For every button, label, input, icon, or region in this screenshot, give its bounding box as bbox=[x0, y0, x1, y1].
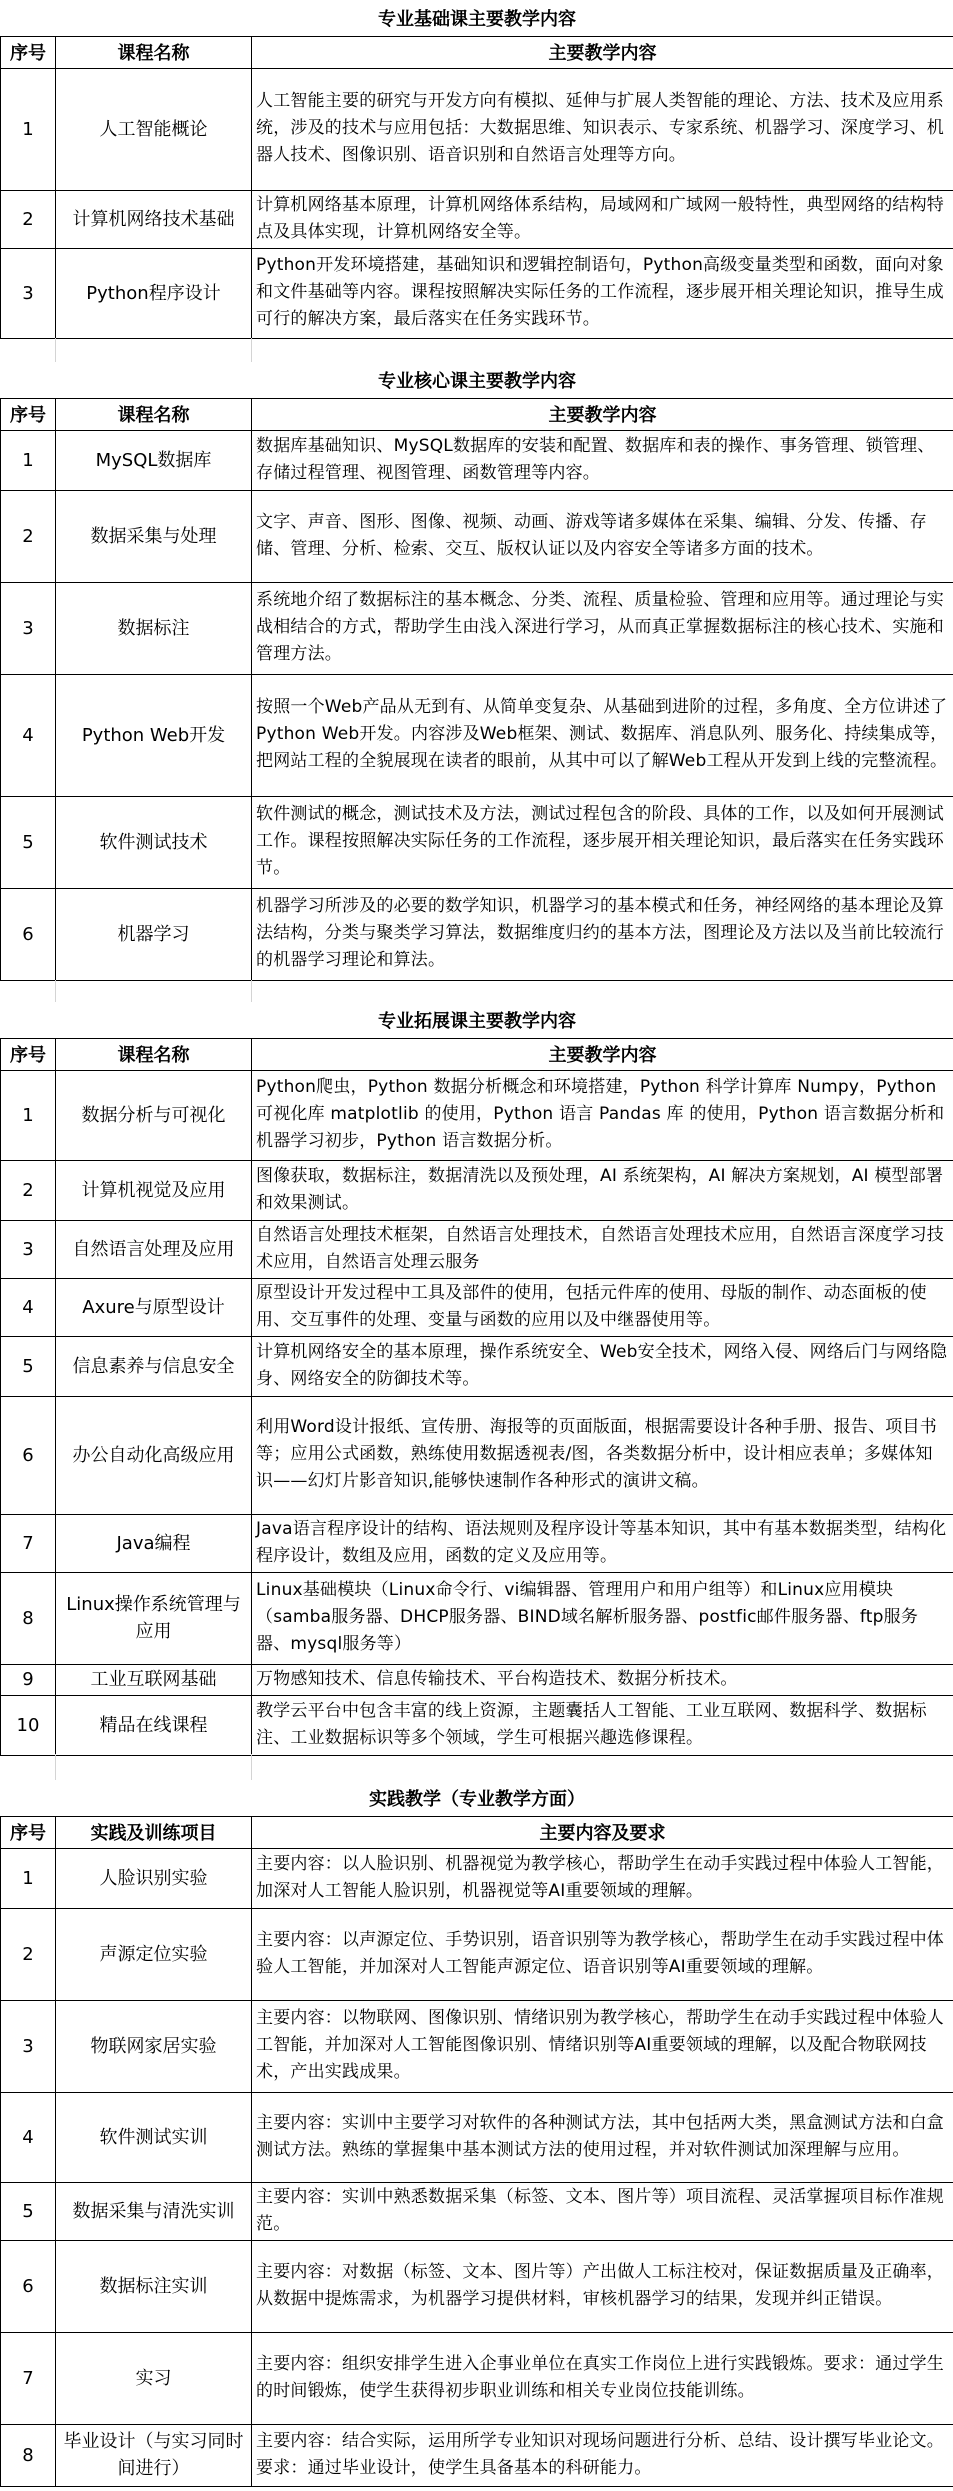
table-header-row bbox=[1, 1816, 953, 1848]
course-content: 利用Word设计报纸、宣传册、海报等的页面版面，根据需要设计各种手册、报告、项目书等；应用公式函数，熟练使用数据透视表/图，各类数据分析中，设计相应表单；多媒体知识——幻灯片影音知识,能够快速制作各种形式的演讲文稿。 bbox=[252, 1396, 953, 1514]
course-name: 工业互联网基础 bbox=[56, 1664, 252, 1695]
section-gap bbox=[0, 980, 953, 1002]
table-row bbox=[1, 1848, 953, 1908]
row-number: 5 bbox=[1, 1336, 56, 1396]
project-name: 实习 bbox=[56, 2332, 252, 2424]
row-number: 3 bbox=[1, 582, 56, 674]
project-content: 主要内容：结合实际，运用所学专业知识对现场问题进行分析、总结、设计撰写毕业论文。要求：通过毕业设计，使学生具备基本的科研能力。 bbox=[252, 2424, 953, 2486]
row-number: 2 bbox=[1, 1908, 56, 2000]
course-content: 人工智能主要的研究与开发方向有模拟、延伸与扩展人类智能的理论、方法、技术及应用系统，涉及的技术与应用包括：大数据思维、知识表示、专家系统、机器学习、深度学习、机器人技术、图像识别、语音识别和自然语言处理等方向。 bbox=[252, 68, 953, 190]
course-content: 万物感知技术、信息传输技术、平台构造技术、数据分析技术。 bbox=[252, 1664, 953, 1695]
course-name: 机器学习 bbox=[56, 888, 252, 980]
table-row bbox=[1, 2240, 953, 2332]
table-row bbox=[1, 1514, 953, 1572]
course-content: Python爬虫，Python 数据分析概念和环境搭建，Python 科学计算库 Numpy，Python 可视化库 matplotlib 的使用，Python 语言 Pandas 库 的使用，Python 语言数据分析和机器学习初步，Python 语言数据分析。 bbox=[252, 1070, 953, 1160]
course-name: Linux操作系统管理与应用 bbox=[56, 1572, 252, 1664]
table-row bbox=[1, 1695, 953, 1755]
course-name: Python程序设计 bbox=[56, 248, 252, 338]
row-number: 7 bbox=[1, 1514, 56, 1572]
course-content: Linux基础模块（Linux命令行、vi编辑器、管理用户和用户组等）和Linux应用模块（samba服务器、DHCP服务器、BIND域名解析服务器、postfic邮件服务器、ftp服务器、mysql服务等） bbox=[252, 1572, 953, 1664]
project-content: 主要内容：以物联网、图像识别、情绪识别为教学核心，帮助学生在动手实践过程中体验人工智能，并加深对人工智能图像识别、情绪识别等AI重要领域的理解，以及配合物联网技术，产出实践成果。 bbox=[252, 2000, 953, 2092]
section-title: 实践教学（专业教学方面） bbox=[1, 1780, 953, 1816]
section-title: 专业拓展课主要教学内容 bbox=[1, 1002, 953, 1038]
table-row bbox=[1, 430, 953, 490]
course-content: 机器学习所涉及的必要的数学知识，机器学习的基本模式和任务，神经网络的基本理论及算法结构，分类与聚类学习算法，数据维度归约的基本方法，图理论及方法以及当前比较流行的机器学习理论和算法。 bbox=[252, 888, 953, 980]
project-name: 人脸识别实验 bbox=[56, 1848, 252, 1908]
header-no: 序号 bbox=[1, 398, 56, 430]
header-name: 课程名称 bbox=[56, 1038, 252, 1070]
header-content: 主要教学内容 bbox=[252, 36, 953, 68]
course-name: 数据分析与可视化 bbox=[56, 1070, 252, 1160]
row-number: 2 bbox=[1, 490, 56, 582]
table-row bbox=[1, 1070, 953, 1160]
table-row bbox=[1, 1336, 953, 1396]
project-name: 数据采集与清洗实训 bbox=[56, 2182, 252, 2240]
course-name: 信息素养与信息安全 bbox=[56, 1336, 252, 1396]
row-number: 6 bbox=[1, 1396, 56, 1514]
table-row bbox=[1, 190, 953, 248]
table-row bbox=[1, 68, 953, 190]
project-content: 主要内容：以声源定位、手势识别，语音识别等为教学核心，帮助学生在动手实践过程中体验人工智能，并加深对人工智能声源定位、语音识别等AI重要领域的理解。 bbox=[252, 1908, 953, 2000]
section-gap bbox=[0, 1754, 953, 1780]
course-content: Java语言程序设计的结构、语法规则及程序设计等基本知识，其中有基本数据类型，结构化程序设计，数组及应用，函数的定义及应用等。 bbox=[252, 1514, 953, 1572]
header-name: 课程名称 bbox=[56, 398, 252, 430]
row-number: 3 bbox=[1, 2000, 56, 2092]
project-name: 声源定位实验 bbox=[56, 1908, 252, 2000]
header-no: 序号 bbox=[1, 1038, 56, 1070]
course-name: 人工智能概论 bbox=[56, 68, 252, 190]
table-row bbox=[1, 2000, 953, 2092]
course-content: 教学云平台中包含丰富的线上资源，主题囊括人工智能、工业互联网、数据科学、数据标注、工业数据标识等多个领域，学生可根据兴趣选修课程。 bbox=[252, 1695, 953, 1755]
table-header-row bbox=[1, 398, 953, 430]
table-row bbox=[1, 2182, 953, 2240]
row-number: 2 bbox=[1, 190, 56, 248]
course-name: MySQL数据库 bbox=[56, 430, 252, 490]
course-name: Python Web开发 bbox=[56, 674, 252, 796]
course-content: 原型设计开发过程中工具及部件的使用，包括元件库的使用、母版的制作、动态面板的使用、交互事件的处理、变量与函数的应用以及中继器使用等。 bbox=[252, 1278, 953, 1336]
table-row bbox=[1, 796, 953, 888]
row-number: 8 bbox=[1, 1572, 56, 1664]
course-content: 文字、声音、图形、图像、视频、动画、游戏等诸多媒体在采集、编辑、分发、传播、存储、管理、分析、检索、交互、版权认证以及内容安全等诸多方面的技术。 bbox=[252, 490, 953, 582]
project-content: 主要内容：以人脸识别、机器视觉为教学核心，帮助学生在动手实践过程中体验人工智能，加深对人工智能人脸识别，机器视觉等AI重要领域的理解。 bbox=[252, 1848, 953, 1908]
section-extension-courses bbox=[0, 1002, 953, 1756]
table-row bbox=[1, 674, 953, 796]
course-name: 数据采集与处理 bbox=[56, 490, 252, 582]
row-number: 5 bbox=[1, 2182, 56, 2240]
row-number: 4 bbox=[1, 674, 56, 796]
row-number: 1 bbox=[1, 1070, 56, 1160]
row-number: 5 bbox=[1, 796, 56, 888]
course-content: Python开发环境搭建，基础知识和逻辑控制语句，Python高级变量类型和函数，面向对象和文件基础等内容。课程按照解决实际任务的工作流程，逐步展开相关理论知识，推导生成可行的解决方案，最后落实在任务实践环节。 bbox=[252, 248, 953, 338]
row-number: 9 bbox=[1, 1664, 56, 1695]
section-title: 专业核心课主要教学内容 bbox=[1, 362, 953, 398]
row-number: 3 bbox=[1, 248, 56, 338]
row-number: 2 bbox=[1, 1160, 56, 1220]
row-number: 8 bbox=[1, 2424, 56, 2486]
project-name: 物联网家居实验 bbox=[56, 2000, 252, 2092]
header-content: 主要教学内容 bbox=[252, 398, 953, 430]
course-content: 计算机网络基本原理，计算机网络体系结构，局域网和广域网一般特性，典型网络的结构特点及具体实现，计算机网络安全等。 bbox=[252, 190, 953, 248]
row-number: 6 bbox=[1, 2240, 56, 2332]
course-content: 软件测试的概念，测试技术及方法，测试过程包含的阶段、具体的工作，以及如何开展测试工作。课程按照解决实际任务的工作流程，逐步展开相关理论知识，最后落实在任务实践环节。 bbox=[252, 796, 953, 888]
course-name: 精品在线课程 bbox=[56, 1695, 252, 1755]
row-number: 6 bbox=[1, 888, 56, 980]
table-row bbox=[1, 582, 953, 674]
course-name: Axure与原型设计 bbox=[56, 1278, 252, 1336]
row-number: 1 bbox=[1, 68, 56, 190]
course-content: 自然语言处理技术框架，自然语言处理技术，自然语言处理技术应用，自然语言深度学习技术应用，自然语言处理云服务 bbox=[252, 1220, 953, 1278]
table-row bbox=[1, 1664, 953, 1695]
course-name: Java编程 bbox=[56, 1514, 252, 1572]
project-name: 毕业设计（与实习同时间进行） bbox=[56, 2424, 252, 2486]
header-name: 课程名称 bbox=[56, 36, 252, 68]
row-number: 4 bbox=[1, 2092, 56, 2182]
row-number: 7 bbox=[1, 2332, 56, 2424]
row-number: 4 bbox=[1, 1278, 56, 1336]
row-number: 3 bbox=[1, 1220, 56, 1278]
section-title: 专业基础课主要教学内容 bbox=[1, 0, 953, 36]
course-name: 软件测试技术 bbox=[56, 796, 252, 888]
section-core-courses bbox=[0, 362, 953, 981]
course-name: 数据标注 bbox=[56, 582, 252, 674]
header-name: 实践及训练项目 bbox=[56, 1816, 252, 1848]
header-no: 序号 bbox=[1, 1816, 56, 1848]
table-row bbox=[1, 490, 953, 582]
table-header-row bbox=[1, 1038, 953, 1070]
course-name: 计算机视觉及应用 bbox=[56, 1160, 252, 1220]
project-content: 主要内容：对数据（标签、文本、图片等）产出做人工标注校对，保证数据质量及正确率，从数据中提炼需求，为机器学习提供材料，审核机器学习的结果，发现并纠正错误。 bbox=[252, 2240, 953, 2332]
table-row bbox=[1, 2092, 953, 2182]
table-row bbox=[1, 1572, 953, 1664]
table-row bbox=[1, 888, 953, 980]
table-row bbox=[1, 1278, 953, 1336]
header-content: 主要教学内容 bbox=[252, 1038, 953, 1070]
table-row bbox=[1, 248, 953, 338]
header-content: 主要内容及要求 bbox=[252, 1816, 953, 1848]
table-header-row bbox=[1, 36, 953, 68]
row-number: 1 bbox=[1, 430, 56, 490]
table-row bbox=[1, 2424, 953, 2486]
section-basic-courses bbox=[0, 0, 953, 339]
row-number: 1 bbox=[1, 1848, 56, 1908]
section-practice bbox=[0, 1780, 953, 2487]
table-row bbox=[1, 1220, 953, 1278]
section-gap bbox=[0, 338, 953, 362]
course-content: 计算机网络安全的基本原理，操作系统安全、Web安全技术，网络入侵、网络后门与网络隐身、网络安全的防御技术等。 bbox=[252, 1336, 953, 1396]
course-name: 计算机网络技术基础 bbox=[56, 190, 252, 248]
course-name: 办公自动化高级应用 bbox=[56, 1396, 252, 1514]
course-content: 数据库基础知识、MySQL数据库的安装和配置、数据库和表的操作、事务管理、锁管理、存储过程管理、视图管理、函数管理等内容。 bbox=[252, 430, 953, 490]
table-row bbox=[1, 2332, 953, 2424]
project-name: 软件测试实训 bbox=[56, 2092, 252, 2182]
project-content: 主要内容：实训中主要学习对软件的各种测试方法，其中包括两大类，黑盒测试方法和白盒测试方法。熟练的掌握集中基本测试方法的使用过程，并对软件测试加深理解与应用。 bbox=[252, 2092, 953, 2182]
row-number: 10 bbox=[1, 1695, 56, 1755]
project-name: 数据标注实训 bbox=[56, 2240, 252, 2332]
course-content: 系统地介绍了数据标注的基本概念、分类、流程、质量检验、管理和应用等。通过理论与实战相结合的方式，帮助学生由浅入深进行学习，从而真正掌握数据标注的核心技术、实施和管理方法。 bbox=[252, 582, 953, 674]
course-name: 自然语言处理及应用 bbox=[56, 1220, 252, 1278]
course-content: 按照一个Web产品从无到有、从简单变复杂、从基础到进阶的过程，多角度、全方位讲述了Python Web开发。内容涉及Web框架、测试、数据库、消息队列、服务化、持续集成等，把网站工程的全貌展现在读者的眼前，从其中可以了解Web工程从开发到上线的完整流程。 bbox=[252, 674, 953, 796]
table-row bbox=[1, 1396, 953, 1514]
project-content: 主要内容：组织安排学生进入企事业单位在真实工作岗位上进行实践锻炼。要求：通过学生的时间锻炼，使学生获得初步职业训练和相关专业岗位技能训练。 bbox=[252, 2332, 953, 2424]
course-content: 图像获取，数据标注，数据清洗以及预处理，AI 系统架构，AI 解决方案规划，AI 模型部署和效果测试。 bbox=[252, 1160, 953, 1220]
table-row bbox=[1, 1160, 953, 1220]
table-row bbox=[1, 1908, 953, 2000]
header-no: 序号 bbox=[1, 36, 56, 68]
project-content: 主要内容：实训中熟悉数据采集（标签、文本、图片等）项目流程、灵活掌握项目标作准规范。 bbox=[252, 2182, 953, 2240]
